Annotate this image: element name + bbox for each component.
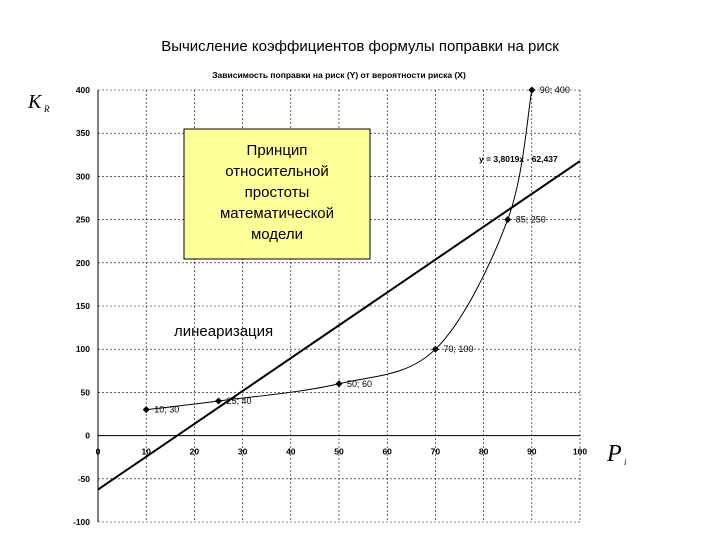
data-point-marker xyxy=(336,380,343,387)
y-tick-label: 200 xyxy=(75,257,90,268)
data-point-label: 70; 100 xyxy=(443,344,474,355)
y-tick-label: 150 xyxy=(75,301,90,311)
y-axis-label: K xyxy=(28,91,42,113)
data-point-marker xyxy=(504,216,511,223)
callout-text-line: Принцип xyxy=(246,142,308,159)
callout-text-line: простоты xyxy=(244,184,310,201)
y-tick-label: 0 xyxy=(85,430,90,441)
data-point-marker xyxy=(143,406,150,413)
x-tick-label: 80 xyxy=(478,446,489,457)
y-tick-label: 50 xyxy=(80,387,90,398)
data-point-label: 90; 400 xyxy=(539,85,570,95)
chart-title: Зависимость поправки на риск (Y) от вероятности риска (X) xyxy=(212,70,466,80)
linearization-label: линеаризация xyxy=(174,323,274,340)
x-tick-label: 50 xyxy=(334,446,344,457)
page-title: Вычисление коэффициентов формулы поправки на риск xyxy=(161,38,559,55)
y-tick-label: 250 xyxy=(75,214,90,225)
x-tick-label: 70 xyxy=(430,446,441,457)
x-tick-label: 0 xyxy=(95,446,101,457)
data-point-marker xyxy=(215,398,222,405)
y-tick-label: 400 xyxy=(75,85,90,95)
x-axis-label: P xyxy=(607,441,622,467)
x-tick-label: 40 xyxy=(286,446,296,457)
y-tick-label: -50 xyxy=(77,473,90,484)
data-point-label: 50; 60 xyxy=(347,378,373,389)
x-tick-label: 30 xyxy=(237,446,248,457)
callout-text-line: модели xyxy=(250,226,304,243)
data-point-label: 25; 40 xyxy=(226,396,252,407)
data-point-marker xyxy=(528,87,535,94)
x-tick-label: 60 xyxy=(382,446,392,457)
callout-text-line: относительной xyxy=(225,163,329,180)
y-tick-label: 100 xyxy=(75,344,90,355)
annotations xyxy=(27,91,627,467)
x-tick-label: 100 xyxy=(572,446,588,457)
x-tick-label: 10 xyxy=(141,446,151,457)
y-tick-label: -100 xyxy=(72,517,90,527)
y-tick-label: 350 xyxy=(75,128,90,139)
x-axis-label-sub: i xyxy=(624,457,627,467)
y-axis-label-sub: R xyxy=(44,104,50,114)
data-point-label: 85; 250 xyxy=(515,214,546,225)
callout-text-line: математической xyxy=(219,205,335,222)
data-point-label: 10; 30 xyxy=(154,404,180,415)
x-tick-label: 20 xyxy=(189,446,200,457)
trendline-equation: y = 3,8019x - 62,437 xyxy=(479,154,558,164)
x-tick-label: 90 xyxy=(527,446,537,457)
y-tick-label: 300 xyxy=(75,171,90,182)
